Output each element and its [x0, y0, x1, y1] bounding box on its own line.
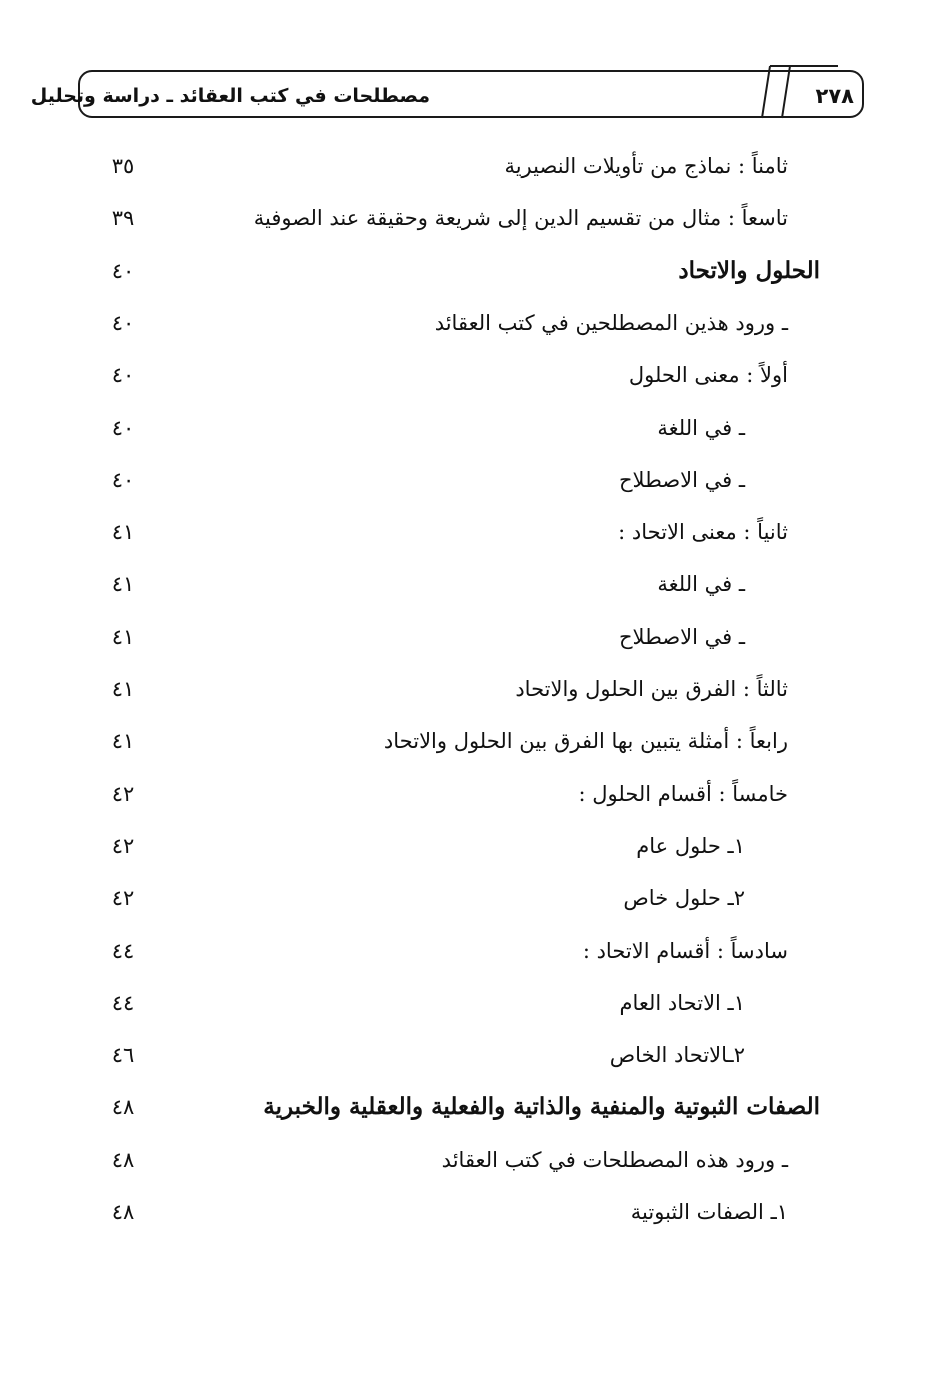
toc-page-number: ٤٨: [111, 1200, 135, 1224]
toc-entry: [0, 872, 950, 924]
toc-section-heading: الحلول والاتحاد: [678, 256, 820, 284]
toc-entry: [0, 715, 950, 767]
toc-page-number: ٤١: [111, 624, 135, 649]
toc-page-number: ٤٢: [111, 833, 135, 858]
toc-page-number: ٤١: [111, 520, 135, 545]
toc-entry-title: ـ في اللغة: [657, 415, 745, 440]
toc-page-number: ٤٨: [111, 1147, 135, 1172]
toc-entry-title: ١ـ حلول عام: [636, 833, 745, 858]
toc-entry: [0, 820, 950, 872]
toc-page-number: ٤٤: [111, 938, 135, 963]
toc-entry: [0, 454, 950, 506]
toc-entry: [0, 140, 950, 192]
toc-entry: [0, 192, 950, 244]
toc-page-number: ٤٠: [111, 363, 135, 388]
toc-entry: [0, 1029, 950, 1081]
page-number: ٢٧٨: [815, 84, 854, 108]
toc-entry-title: ١ـ الاتحاد العام: [619, 990, 745, 1015]
toc-section-heading: الصفات الثبوتية والمنفية والذاتية والفعلية والعقلية والخبرية: [263, 1093, 820, 1121]
toc-entry: [0, 245, 950, 297]
toc-entry-title: ـ ورود هذين المصطلحين في كتب العقائد: [434, 310, 788, 335]
toc-entry: [0, 663, 950, 715]
toc-entry-title: ثامناً : نماذج من تأويلات النصيرية: [504, 154, 788, 178]
toc-page-number: ٤٠: [111, 415, 135, 440]
toc-page-number: ٤٠: [111, 310, 135, 335]
toc-page-number: ٤٠: [111, 467, 135, 492]
toc-page-number: ٤٢: [111, 781, 135, 806]
toc-entry: [0, 768, 950, 820]
toc-entry: [0, 1186, 950, 1238]
toc-entry: [0, 1134, 950, 1186]
toc-entry-title: ٢ـالاتحاد الخاص: [609, 1043, 745, 1068]
toc-entry-title: ١ـ الصفات الثبوتية: [630, 1200, 788, 1224]
toc-entry-title: خامساً : أقسام الحلول :: [578, 781, 788, 806]
toc-page-number: ٤٠: [111, 258, 135, 283]
running-title: مصطلحات في كتب العقائد ـ دراسة وتحليل: [30, 85, 430, 107]
toc-page-number: ٤٤: [111, 990, 135, 1015]
table-of-contents: [0, 140, 950, 1240]
toc-entry-title: رابعاً : أمثلة يتبين بها الفرق بين الحلول والاتحاد: [383, 729, 788, 754]
toc-page-number: ٤١: [111, 572, 135, 597]
toc-page-number: ٤١: [111, 729, 135, 754]
toc-page-number: ٤٨: [111, 1095, 135, 1120]
toc-entry-title: ٢ـ حلول خاص: [623, 886, 745, 911]
toc-entry: [0, 977, 950, 1029]
toc-page-number: ٤٢: [111, 886, 135, 911]
toc-entry-title: تاسعاً : مثال من تقسيم الدين إلى شريعة وحقيقة عند الصوفية: [253, 206, 788, 231]
toc-page-number: ٣٥: [111, 154, 135, 178]
toc-entry-title: سادساً : أقسام الاتحاد :: [582, 938, 788, 963]
toc-entry-title: ـ في اللغة: [657, 572, 745, 597]
toc-entry-title: ـ في الاصطلاح: [619, 467, 745, 492]
toc-entry: [0, 402, 950, 454]
toc-page-number: ٤٦: [111, 1043, 135, 1068]
toc-page-number: ٤١: [111, 677, 135, 701]
toc-entry: [0, 611, 950, 663]
toc-entry: [0, 925, 950, 977]
toc-entry: [0, 1081, 950, 1133]
toc-entry: [0, 558, 950, 610]
toc-entry: [0, 349, 950, 401]
toc-entry-title: أولاً : معنى الحلول: [628, 363, 788, 388]
toc-entry: [0, 506, 950, 558]
toc-entry-title: ـ في الاصطلاح: [619, 624, 745, 649]
toc-entry: [0, 297, 950, 349]
toc-entry-title: ثالثاً : الفرق بين الحلول والاتحاد: [515, 677, 788, 701]
toc-entry-title: ـ ورود هذه المصطلحات في كتب العقائد: [441, 1147, 788, 1172]
toc-entry-title: ثانياً : معنى الاتحاد :: [618, 520, 788, 545]
toc-page-number: ٣٩: [111, 206, 135, 231]
